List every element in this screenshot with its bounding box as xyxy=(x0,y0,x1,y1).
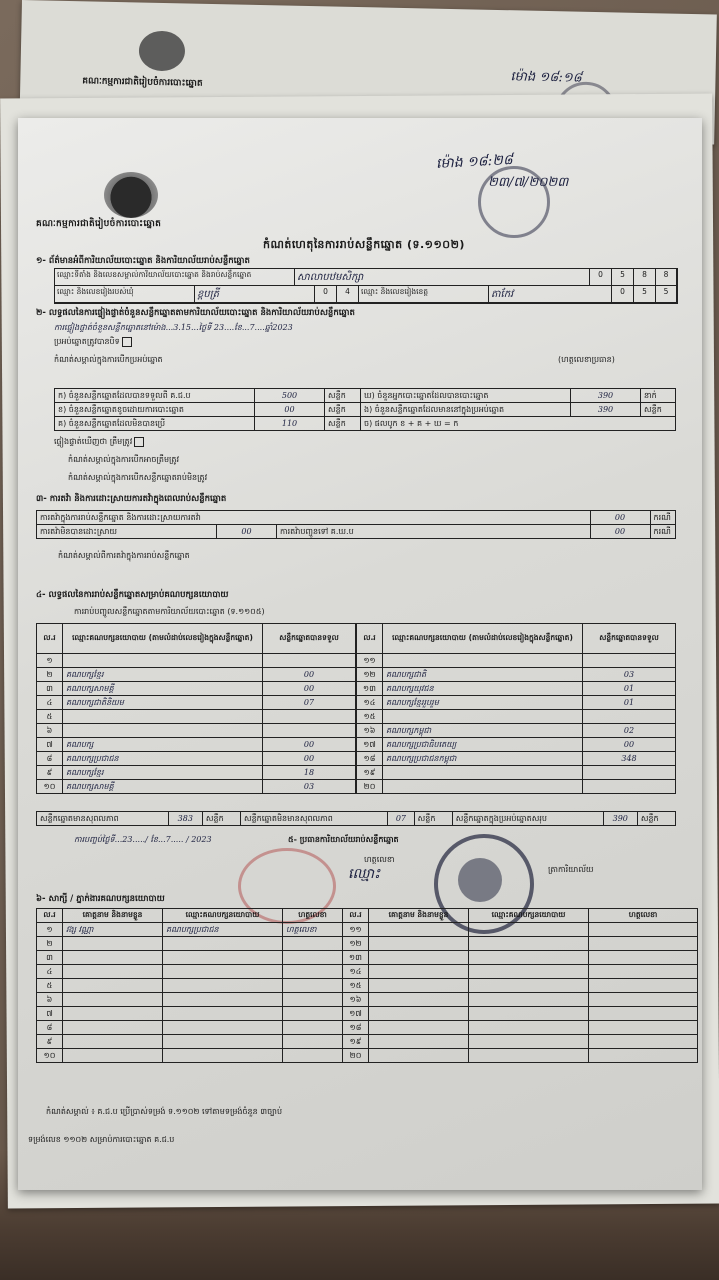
witness-signature xyxy=(283,993,343,1007)
table-row xyxy=(37,525,676,539)
witness-name xyxy=(63,1007,163,1021)
table-row xyxy=(357,780,676,794)
witness-signature: ហត្ថលេខា xyxy=(283,923,343,937)
party-name xyxy=(63,654,263,668)
row-value: 390 xyxy=(571,389,641,403)
witness-party xyxy=(469,1021,589,1035)
col-header: គោត្តនាម និងនាមខ្លួន xyxy=(63,909,163,923)
open-note: កំណត់សម្គាល់ក្នុងការបើកប្រអប់ឆ្នោត xyxy=(54,355,163,364)
handwritten-time: ម៉ោង ១៨:២៨ xyxy=(435,152,514,173)
witness-party xyxy=(163,1007,283,1021)
total-invalid-value: 07 xyxy=(388,812,414,826)
table-row xyxy=(37,951,698,965)
code-digit: 5 xyxy=(634,286,656,303)
party-name: គណបក្សសាមគ្គី xyxy=(63,780,263,794)
col-header-party: ឈ្មោះគណបក្សនយោបាយ (តាមលំដាប់លេខរៀងក្នុងសន្លឹកឆ្នោត) xyxy=(63,624,263,654)
row-number: ១ xyxy=(37,923,63,937)
table-row xyxy=(37,812,676,826)
witness-name xyxy=(369,979,469,993)
row-number: ៦ xyxy=(37,724,63,738)
witness-signature xyxy=(283,1021,343,1035)
row-number: ១១ xyxy=(357,654,383,668)
table-row xyxy=(37,738,356,752)
vote-count: 348 xyxy=(583,752,676,766)
footnote: កំណត់សម្គាល់ ៖ គ.ជ.ប ប្រើប្រាស់ទម្រង់ ទ.១១០២ ទៅតាមទម្រង់ចំនួន ៣ច្បាប់ xyxy=(46,1107,283,1116)
section6-heading: ៦- សាក្សី / ភ្នាក់ងារគណបក្សនយោបាយ xyxy=(36,894,165,904)
witness-signature xyxy=(589,965,698,979)
total-valid-value: 383 xyxy=(168,812,202,826)
witness-name xyxy=(63,979,163,993)
totals-table xyxy=(36,811,676,826)
party-name: គណបក្សសាមគ្គី xyxy=(63,682,263,696)
vote-count: 03 xyxy=(263,780,356,794)
vote-count xyxy=(583,780,676,794)
witness-party xyxy=(469,1049,589,1063)
witness-signature xyxy=(589,1021,698,1035)
row-number: ៣ xyxy=(37,951,63,965)
votes-table-right xyxy=(356,623,676,794)
col-header: ហត្ថលេខា xyxy=(283,909,343,923)
witness-name xyxy=(63,1049,163,1063)
section1-row2-label: ឈ្មោះ និងលេខរៀងរបស់ឃុំ xyxy=(55,286,195,303)
col-header: ល.រ xyxy=(37,909,63,923)
witness-name xyxy=(369,1049,469,1063)
row-value: 00 xyxy=(590,511,650,525)
row-number: ១៦ xyxy=(357,724,383,738)
form-number: ទម្រង់លេខ ១១០២ សម្រាប់ការបោះឆ្នោត គ.ជ.ប xyxy=(28,1135,175,1144)
total-label: សន្លឹកឆ្នោតក្នុងប្រអប់ឆ្នោតសរុប xyxy=(452,812,603,826)
code-digit: 0 xyxy=(315,286,337,303)
table-row xyxy=(37,724,356,738)
back-org-name: គណៈកម្មការជាតិរៀបចំការបោះឆ្នោត xyxy=(82,76,203,89)
witness-signature xyxy=(589,923,698,937)
col-header-no: ល.រ xyxy=(357,624,383,654)
party-name xyxy=(383,710,583,724)
witness-signature xyxy=(589,1049,698,1063)
table-row xyxy=(55,389,676,403)
table-header-row xyxy=(357,624,676,654)
table-row xyxy=(37,710,356,724)
code-digit: 0 xyxy=(612,286,634,303)
verification-time: ការផ្ទៀងផ្ទាត់ចំនួនសន្លឹកឆ្នោតនៅម៉ោង...3.15...ថ្ងៃទី 23....ខែ...7....ឆ្នាំ2023 xyxy=(54,323,293,332)
witness-signature xyxy=(589,993,698,1007)
row-number: ១៧ xyxy=(357,738,383,752)
table-row xyxy=(357,682,676,696)
row-label: ការតវ៉ាមិនបានដោះស្រាយ xyxy=(37,525,217,539)
row-label: ង) ចំនួនសន្លឹកឆ្នោតដែលមាននៅក្នុងប្រអប់ឆ្នោត xyxy=(361,403,571,417)
handwritten-date: ២៣/៧/២០២៣ xyxy=(488,175,569,190)
row-label: ការតវ៉ាបញ្ជូនទៅ គ.ឃ.ប xyxy=(277,525,591,539)
col-header-votes: សន្លឹកឆ្នោតបានទទួល xyxy=(263,624,356,654)
witness-party: គណបក្សប្រជាជន xyxy=(163,923,283,937)
total-label: សន្លឹកឆ្នោតមិនមានសុពលភាព xyxy=(240,812,387,826)
row-value: 110 xyxy=(255,417,325,431)
party-name: គណបក្សយុវជន xyxy=(383,682,583,696)
row-label: ឃ) ចំនួនអ្នកបោះឆ្នោតដែលបានបោះឆ្នោត xyxy=(361,389,571,403)
witness-name xyxy=(63,1021,163,1035)
table-row xyxy=(37,965,698,979)
sign-label: ហត្ថលេខា xyxy=(364,855,395,864)
witness-name xyxy=(369,1021,469,1035)
section1-heading: ១- ព័ត៌មានអំពីការិយាល័យបោះឆ្នោត និងការិយាល័យរាប់សន្លឹកឆ្នោត xyxy=(36,256,250,266)
row-value: 500 xyxy=(255,389,325,403)
witness-signature xyxy=(589,937,698,951)
witness-party xyxy=(469,937,589,951)
vote-count xyxy=(583,710,676,724)
party-name: គណបក្សខ្មែរ xyxy=(63,766,263,780)
vote-count: 02 xyxy=(583,724,676,738)
code-digit: 0 xyxy=(590,269,612,286)
witness-party xyxy=(163,1021,283,1035)
province-name: តាកែវ xyxy=(489,286,612,303)
vote-count: 01 xyxy=(583,682,676,696)
row-number: ១៦ xyxy=(343,993,369,1007)
table-row xyxy=(357,668,676,682)
party-name xyxy=(383,654,583,668)
votes-table-left xyxy=(36,623,356,794)
col-header: ហត្ថលេខា xyxy=(589,909,698,923)
completion-date: ការបញ្ចប់ថ្ងៃទី...23...../ ខែ...7..... / 2023 xyxy=(74,835,212,844)
row-number: ១៨ xyxy=(357,752,383,766)
row-unit: ករណី xyxy=(650,511,676,525)
row-label: ក) ចំនួនសន្លឹកឆ្នោតដែលបានទទួលពី គ.ជ.ប xyxy=(55,389,255,403)
ballot-count-table xyxy=(54,388,676,431)
row-unit: សន្លឹក xyxy=(325,403,361,417)
total-label: សន្លឹកឆ្នោតមានសុពលភាព xyxy=(37,812,169,826)
row-number: ៨ xyxy=(37,752,63,766)
witness-name xyxy=(369,1035,469,1049)
party-name xyxy=(63,710,263,724)
commune-name: ខ្ពបត្រី xyxy=(195,286,315,303)
vote-count xyxy=(583,654,676,668)
party-name: គណបក្សខ្មែររួបរួម xyxy=(383,696,583,710)
row-number: ១ xyxy=(37,654,63,668)
table-row xyxy=(37,780,356,794)
col-header: ឈ្មោះគណបក្សនយោបាយ xyxy=(163,909,283,923)
row-number: ៩ xyxy=(37,1035,63,1049)
emblem-logo xyxy=(139,30,186,71)
witness-name xyxy=(369,1007,469,1021)
table-row xyxy=(37,511,676,525)
witness-signature xyxy=(589,1035,698,1049)
row-unit: ករណី xyxy=(650,525,676,539)
table-row xyxy=(37,668,356,682)
witness-signature xyxy=(283,979,343,993)
row-unit: សន្លឹក xyxy=(641,403,676,417)
table-row xyxy=(37,696,356,710)
total-unit: សន្លឹក xyxy=(202,812,240,826)
witness-name xyxy=(369,937,469,951)
table-row xyxy=(357,766,676,780)
party-name xyxy=(383,766,583,780)
party-name: គណបក្សខ្មែរ xyxy=(63,668,263,682)
table-row xyxy=(37,937,698,951)
total-unit: សន្លឹក xyxy=(637,812,675,826)
table-row xyxy=(37,1035,698,1049)
table-row xyxy=(37,766,356,780)
witness-name xyxy=(63,993,163,1007)
witness-party xyxy=(469,993,589,1007)
table-row xyxy=(37,654,356,668)
row-number: ៨ xyxy=(37,1021,63,1035)
vote-count xyxy=(263,710,356,724)
ballot-box-status xyxy=(54,336,134,348)
code-digit: 5 xyxy=(656,286,677,303)
section1-row1-label: ឈ្មោះទីតាំង និងលេខសម្គាល់ការិយាល័យបោះឆ្នោត និងរាប់សន្លឹកឆ្នោត xyxy=(55,269,295,286)
witness-table xyxy=(36,908,698,1063)
code-digit: 8 xyxy=(634,269,656,286)
row-number: ១០ xyxy=(37,780,63,794)
chief-label: ៥- ប្រធានការិយាល័យរាប់សន្លឹកឆ្នោត xyxy=(288,835,399,844)
row-label: ច) ផលបូក ខ + គ + ឃ = ក xyxy=(361,417,676,431)
row-number: ១៥ xyxy=(357,710,383,724)
witness-party xyxy=(163,1035,283,1049)
witness-signature xyxy=(589,951,698,965)
col-header-no: ល.រ xyxy=(37,624,63,654)
section4-subline: ការរាប់បញ្ចូលសន្លឹកឆ្នោតតាមការិយាល័យបោះឆ្នោត (ទ.១១០៥) xyxy=(74,607,265,616)
witness-signature xyxy=(589,979,698,993)
complaint-note: កំណត់សម្គាល់ពីការតវ៉ាក្នុងការរាប់សន្លឹកឆ្នោត xyxy=(58,551,190,560)
code-digit: 5 xyxy=(612,269,634,286)
witness-name xyxy=(63,1035,163,1049)
row-number: ២ xyxy=(37,937,63,951)
row-number: ៤ xyxy=(37,965,63,979)
witness-name xyxy=(63,965,163,979)
table-row xyxy=(37,1007,698,1021)
witness-party xyxy=(469,965,589,979)
vote-count: 00 xyxy=(263,682,356,696)
total-unit: សន្លឹក xyxy=(414,812,452,826)
ballot-box-status-text: ប្រអប់ឆ្នោតត្រូវបានបិទ xyxy=(54,337,120,346)
witness-name xyxy=(369,993,469,1007)
row-number: ២០ xyxy=(357,780,383,794)
witness-party xyxy=(469,951,589,965)
table-row xyxy=(357,696,676,710)
row-number: ១៣ xyxy=(357,682,383,696)
row-number: ១៥ xyxy=(343,979,369,993)
row-number: ៥ xyxy=(37,710,63,724)
row-number: ៦ xyxy=(37,993,63,1007)
vote-count: 01 xyxy=(583,696,676,710)
table-row xyxy=(55,403,676,417)
row-number: ៥ xyxy=(37,979,63,993)
party-name xyxy=(383,780,583,794)
table-row xyxy=(357,654,676,668)
col-header-party: ឈ្មោះគណបក្សនយោបាយ (តាមលំដាប់លេខរៀងក្នុងសន្លឹកឆ្នោត) xyxy=(383,624,583,654)
witness-party xyxy=(163,937,283,951)
row-number: ៧ xyxy=(37,738,63,752)
table-header-row xyxy=(37,909,698,923)
col-header: ល.រ xyxy=(343,909,369,923)
vote-count xyxy=(263,654,356,668)
table-row xyxy=(37,682,356,696)
col-header: ឈ្មោះគណបក្សនយោបាយ xyxy=(469,909,589,923)
witness-name xyxy=(369,965,469,979)
witness-party xyxy=(469,923,589,937)
row-number: ១៩ xyxy=(357,766,383,780)
back-time: ម៉ោង ១៨:១៨ xyxy=(510,69,583,86)
table-row xyxy=(55,417,676,431)
chief-signature: ឈ្មោះ xyxy=(348,866,381,882)
witness-party xyxy=(163,993,283,1007)
table-row xyxy=(357,752,676,766)
document-title: កំណត់ហេតុនៃការរាប់សន្លឹកឆ្នោត (ទ.១១០២) xyxy=(263,238,465,251)
party-name: គណបក្សប្រជាធិបតេយ្យ xyxy=(383,738,583,752)
vote-count: 03 xyxy=(583,668,676,682)
row-unit: សន្លឹក xyxy=(325,389,361,403)
witness-party xyxy=(163,1049,283,1063)
section1-row1-value: សាលាបឋមសិក្សា xyxy=(295,269,590,286)
vote-count: 00 xyxy=(583,738,676,752)
party-name: គណបក្សប្រជាជន xyxy=(63,752,263,766)
witness-signature xyxy=(283,951,343,965)
code-digit: 4 xyxy=(337,286,359,303)
table-header-row xyxy=(37,624,356,654)
row-number: ១២ xyxy=(357,668,383,682)
witness-party xyxy=(469,1035,589,1049)
witness-party xyxy=(163,965,283,979)
table-row xyxy=(37,1021,698,1035)
province-label: ឈ្មោះ និងលេខរៀងខេត្ត xyxy=(359,286,489,303)
vote-count: 00 xyxy=(263,752,356,766)
row-label: គ) ចំនួនសន្លឹកឆ្នោតដែលមិនបានប្រើ xyxy=(55,417,255,431)
vote-count: 18 xyxy=(263,766,356,780)
table-row xyxy=(357,710,676,724)
witness-signature xyxy=(283,1007,343,1021)
section1-box xyxy=(54,268,678,304)
party-name: គណបក្ស xyxy=(63,738,263,752)
party-name: គណបក្សកម្ពុជា xyxy=(383,724,583,738)
stamp-note: ត្រាការិយាល័យ xyxy=(548,865,594,874)
section4-heading: ៤- លទ្ធផលនៃការរាប់សន្លឹកឆ្នោតសម្រាប់គណបក្សនយោបាយ xyxy=(36,590,229,600)
row-number: ១៩ xyxy=(343,1035,369,1049)
row-label: ការតវ៉ាក្នុងការរាប់សន្លឹកឆ្នោត និងការដោះស្រាយការតវ៉ា xyxy=(37,511,591,525)
row-value: 00 xyxy=(590,525,650,539)
row-number: ១២ xyxy=(343,937,369,951)
witness-party xyxy=(163,951,283,965)
chief-signature-note: (ហត្ថលេខាប្រធាន) xyxy=(558,355,615,364)
checkbox[interactable] xyxy=(122,337,132,347)
row-number: ៧ xyxy=(37,1007,63,1021)
row-number: ១៨ xyxy=(343,1021,369,1035)
witness-name: វង្ស វណ្ណា xyxy=(63,923,163,937)
row-number: ៤ xyxy=(37,696,63,710)
table-row xyxy=(37,923,698,937)
table-row xyxy=(357,738,676,752)
row-label: ខ) ចំនួនសន្លឹកឆ្នោតខូចដោយការបោះឆ្នោត xyxy=(55,403,255,417)
table-row xyxy=(357,724,676,738)
row-unit: សន្លឹក xyxy=(325,417,361,431)
main-document xyxy=(18,118,702,1190)
witness-party xyxy=(163,979,283,993)
row-unit: នាក់ xyxy=(641,389,676,403)
witness-name xyxy=(369,923,469,937)
party-name: គណបក្សជាតិ xyxy=(383,668,583,682)
row-number: ២ xyxy=(37,668,63,682)
witness-party xyxy=(469,979,589,993)
vote-count xyxy=(263,724,356,738)
witness-name xyxy=(63,937,163,951)
witness-party xyxy=(469,1007,589,1021)
official-seal-emblem xyxy=(458,858,502,902)
row-number: ២០ xyxy=(343,1049,369,1063)
row-number: ១៤ xyxy=(343,965,369,979)
col-header: គោត្តនាម និងនាមខ្លួន xyxy=(369,909,469,923)
witness-name xyxy=(63,951,163,965)
party-name: គណបក្សប្រជាជនកម្ពុជា xyxy=(383,752,583,766)
party-name: គណបក្សជាតិនិយម xyxy=(63,696,263,710)
row-value: 390 xyxy=(571,403,641,417)
witness-signature xyxy=(283,1049,343,1063)
vote-count xyxy=(583,766,676,780)
table-row xyxy=(37,993,698,1007)
verification-result xyxy=(54,436,146,448)
total-box-value: 390 xyxy=(603,812,637,826)
note-line: កំណត់សម្គាល់ក្នុងការបើកសន្លឹកឆ្នោតរាប់មិនត្រូវ xyxy=(68,473,208,482)
col-header-votes: សន្លឹកឆ្នោតបានទទួល xyxy=(583,624,676,654)
vote-count: 00 xyxy=(263,668,356,682)
note-line: កំណត់សម្គាល់ក្នុងការបើកអាចត្រឹមត្រូវ xyxy=(68,455,180,464)
row-number: ៩ xyxy=(37,766,63,780)
row-value: 00 xyxy=(217,525,277,539)
row-number: ១១ xyxy=(343,923,369,937)
row-number: ១៧ xyxy=(343,1007,369,1021)
table-row xyxy=(37,1049,698,1063)
vote-count: 00 xyxy=(263,738,356,752)
witness-signature xyxy=(283,965,343,979)
section3-heading: ៣- ការតវ៉ា និងការដោះស្រាយការតវ៉ាក្នុងពេលរាប់សន្លឹកឆ្នោត xyxy=(36,494,227,504)
row-number: ១៤ xyxy=(357,696,383,710)
section2-heading: ២- លទ្ធផលនៃការផ្ទៀងផ្ទាត់ចំនួនសន្លឹកឆ្នោតតាមការិយាល័យបោះឆ្នោត និងការិយាល័យរាប់សន្លឹកឆ្នោត xyxy=(36,308,355,318)
witness-signature xyxy=(283,1035,343,1049)
table-row xyxy=(37,752,356,766)
witness-name xyxy=(369,951,469,965)
party-name xyxy=(63,724,263,738)
vote-count: 07 xyxy=(263,696,356,710)
verification-result-text: ផ្ទៀងផ្ទាត់ឃើញថា ត្រឹមត្រូវ xyxy=(54,437,133,446)
emblem-logo xyxy=(104,172,158,218)
org-name: គណៈកម្មការជាតិរៀបចំការបោះឆ្នោត xyxy=(36,219,162,229)
witness-signature xyxy=(589,1007,698,1021)
row-number: ១៣ xyxy=(343,951,369,965)
checkbox[interactable] xyxy=(134,437,144,447)
table-row xyxy=(37,979,698,993)
row-value: 00 xyxy=(255,403,325,417)
complaints-table xyxy=(36,510,676,539)
code-digit: 8 xyxy=(656,269,677,286)
witness-signature xyxy=(283,937,343,951)
row-number: ៣ xyxy=(37,682,63,696)
row-number: ១០ xyxy=(37,1049,63,1063)
